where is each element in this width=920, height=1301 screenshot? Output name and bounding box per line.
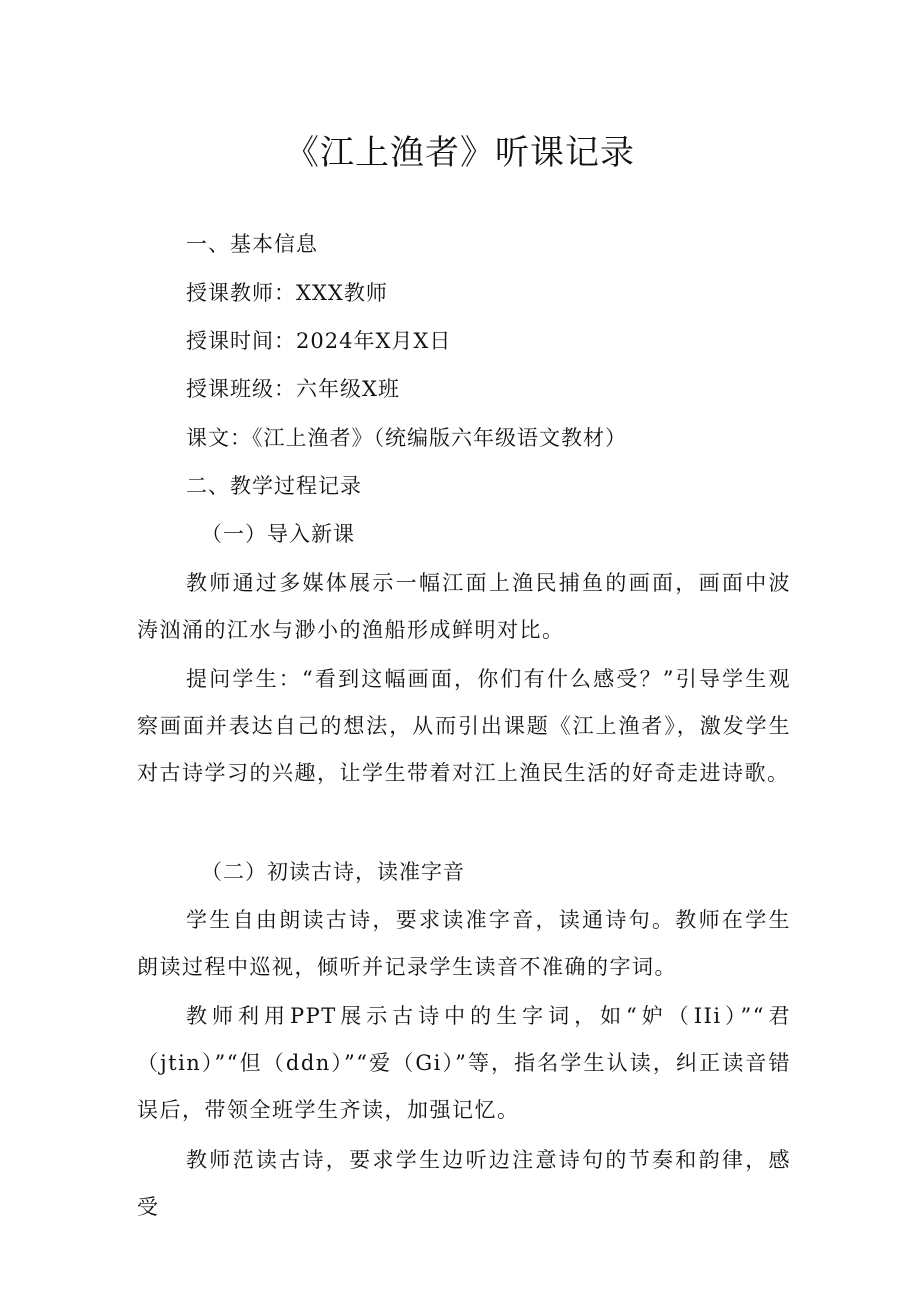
paragraph-intro-1: 教师通过多媒体展示一幅江面上渔民捕鱼的画面，画面中波涛汹涌的江水与渺小的渔船形成鲜明对比。	[137, 571, 791, 642]
subsection-heading-first-reading: （二）初读古诗，读准字音	[201, 860, 465, 884]
teacher-line: 授课教师：XXX教师	[186, 281, 388, 305]
paragraph-reading-1: 学生自由朗读古诗，要求读准字音，读通诗句。教师在学生朗读过程中巡视，倾听并记录学生读音不准确的字词。	[137, 908, 791, 979]
time-line: 授课时间：2024年X月X日	[186, 329, 452, 353]
text-line: 课文：《江上渔者》（统编版六年级语文教材）	[186, 426, 627, 450]
class-line: 授课班级：六年级X班	[186, 377, 400, 401]
section-heading-process: 二、教学过程记录	[186, 474, 362, 498]
paragraph-reading-3: 教师范读古诗，要求学生边听边注意诗句的节奏和韵律，感受	[137, 1148, 791, 1219]
paragraph-intro-2: 提问学生：“看到这幅画面，你们有什么感受？”引导学生观察画面并表达自己的想法，从而引出课题《江上渔者》，激发学生对古诗学习的兴趣，让学生带着对江上渔民生活的好奇走进诗歌。	[137, 667, 791, 785]
section-heading-basic-info: 一、基本信息	[186, 232, 318, 256]
paragraph-reading-2: 教师利用PPT展示古诗中的生字词，如“妒（IIi）”“君（jtin）”“但（ddn）”“爱（Gi）”等，指名学生认读，纠正读音错误后，带领全班学生齐读，加强记忆。	[137, 1004, 791, 1122]
subsection-heading-intro: （一）导入新课	[201, 522, 355, 546]
document-title: 《江上渔者》听课记录	[285, 133, 635, 173]
